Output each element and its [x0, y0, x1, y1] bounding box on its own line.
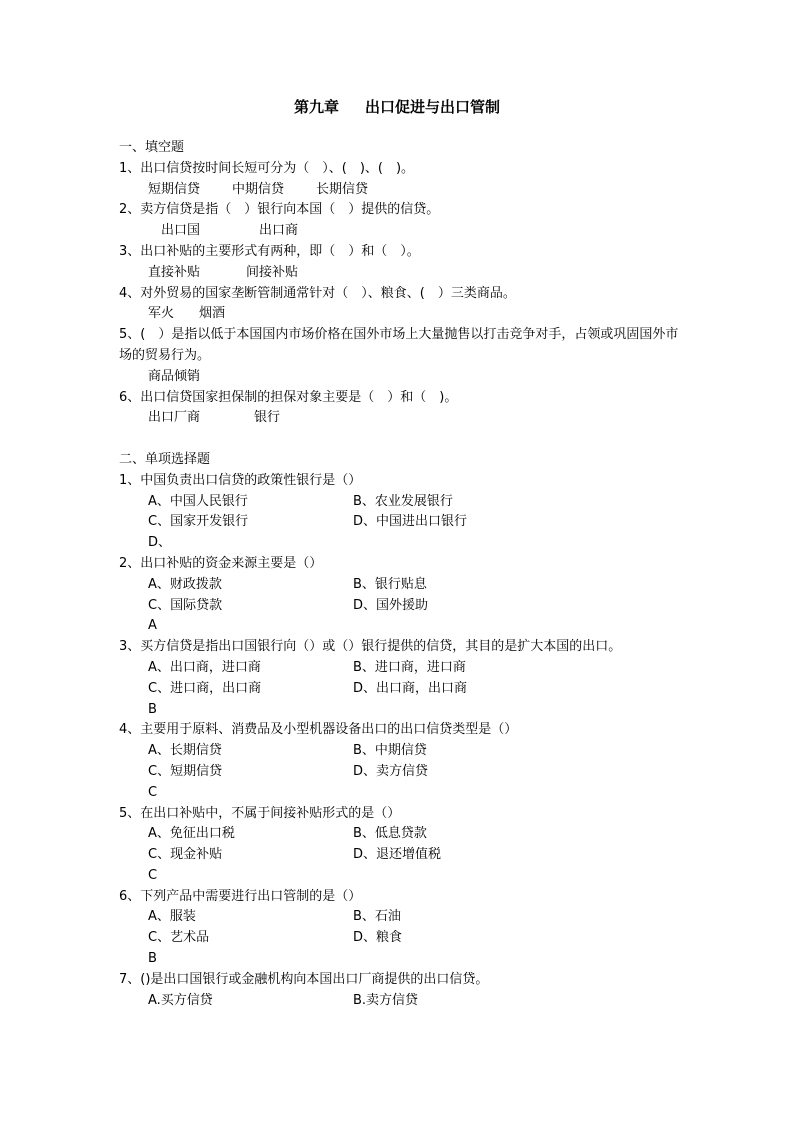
question: 7、()是出口国银行或金融机构向本国出口厂商提供的出口信贷。: [119, 971, 489, 987]
option: C、进口商，出口商: [148, 680, 262, 696]
answer-line: [119, 180, 689, 201]
chapter-title: [0, 96, 794, 117]
answer-line: [119, 304, 689, 325]
option: C、国际贷款: [148, 597, 223, 613]
option: A、财政拨款: [148, 576, 222, 592]
option: A、免征出口税: [148, 826, 235, 842]
option: D、国外援助: [353, 597, 429, 613]
document-body: [119, 138, 689, 1011]
answer: B: [148, 951, 157, 967]
option: A.买方信贷: [148, 992, 213, 1008]
question: 2、卖方信贷是指（ ）银行向本国（ ）提供的信贷。: [119, 202, 440, 218]
answer: 商品倾销: [148, 368, 201, 384]
option-grid: [119, 741, 689, 783]
question: 3、出口补贴的主要形式有两种，即（ ）和（ ）。: [119, 243, 420, 259]
option: D、中国进出口银行: [353, 514, 468, 530]
answer: 间接补贴: [246, 264, 299, 280]
option-grid: [119, 991, 689, 1012]
option: B、石油: [353, 909, 401, 925]
answer-line: [119, 408, 689, 429]
option-grid: [119, 575, 689, 617]
question: 5、( ）是指以低于本国国内市场价格在国外市场上大量抛售以打击竞争对手，占领或巩固国外市场的贸易行为。: [119, 327, 679, 363]
answer: A: [148, 618, 157, 634]
answer: 银行: [254, 410, 281, 426]
section-heading: 一、填空题: [119, 140, 185, 155]
option: A、服装: [148, 909, 196, 925]
answer: 出口国: [161, 223, 201, 239]
option: C、艺术品: [148, 930, 210, 946]
question: 2、出口补贴的资金来源主要是（）: [119, 555, 323, 571]
answer: C: [148, 784, 158, 800]
answer: 出口商: [259, 223, 299, 239]
answer: 中期信贷: [232, 181, 285, 197]
option: C、短期信贷: [148, 763, 223, 779]
option: B、低息贷款: [353, 826, 427, 842]
option-grid: [119, 492, 689, 534]
answer: 直接补贴: [148, 264, 201, 280]
answer: 烟酒: [199, 306, 226, 322]
chapter-number: 第九章: [293, 98, 339, 116]
option: A、中国人民银行: [148, 493, 248, 509]
option-grid: [119, 658, 689, 700]
question: 6、出口信贷国家担保制的担保对象主要是（ ）和（ )。: [119, 389, 458, 405]
option: C、国家开发银行: [148, 514, 249, 530]
option: C、现金补贴: [148, 847, 223, 863]
option: D、卖方信贷: [353, 763, 429, 779]
answer: C: [148, 867, 158, 883]
option-grid: [119, 907, 689, 949]
question: 1、出口信贷按时间长短可分为（ ）、( )、( )。: [119, 160, 415, 176]
option: B.卖方信贷: [353, 992, 419, 1008]
option: B、银行贴息: [353, 576, 427, 592]
option: D、退还增值税: [353, 847, 442, 863]
answer: 短期信贷: [148, 181, 201, 197]
chapter-name: 出口促进与出口管制: [365, 98, 501, 116]
answer: 出口厂商: [148, 410, 201, 426]
question: 5、在出口补贴中，不属于间接补贴形式的是（）: [119, 805, 401, 821]
section-heading: 二、单项选择题: [119, 451, 211, 467]
question: 4、主要用于原料、消费品及小型机器设备出口的出口信贷类型是（）: [119, 722, 518, 738]
option: B、农业发展银行: [353, 493, 453, 509]
option-grid: [119, 824, 689, 866]
answer: 军火: [148, 306, 175, 322]
question: 6、下列产品中需要进行出口管制的是（）: [119, 888, 362, 904]
question: 1、中国负责出口信贷的政策性银行是（）: [119, 472, 362, 488]
answer-line: [119, 367, 689, 388]
question: 4、对外贸易的国家垄断管制通常针对（ ）、粮食、( ）三类商品。: [119, 285, 516, 301]
answer-line: [119, 221, 689, 242]
option: A、出口商，进口商: [148, 659, 261, 675]
answer: B: [148, 701, 157, 717]
answer: D、: [148, 535, 172, 551]
option: D、粮食: [353, 930, 403, 946]
option: A、长期信贷: [148, 743, 222, 759]
option: D、出口商，出口商: [353, 680, 468, 696]
answer-line: [119, 263, 689, 284]
option: B、进口商，进口商: [353, 659, 466, 675]
option: B、中期信贷: [353, 743, 427, 759]
answer: 长期信贷: [316, 181, 369, 197]
question: 3、买方信贷是指出口国银行向（）或（）银行提供的信贷，其目的是扩大本国的出口。: [119, 639, 622, 655]
